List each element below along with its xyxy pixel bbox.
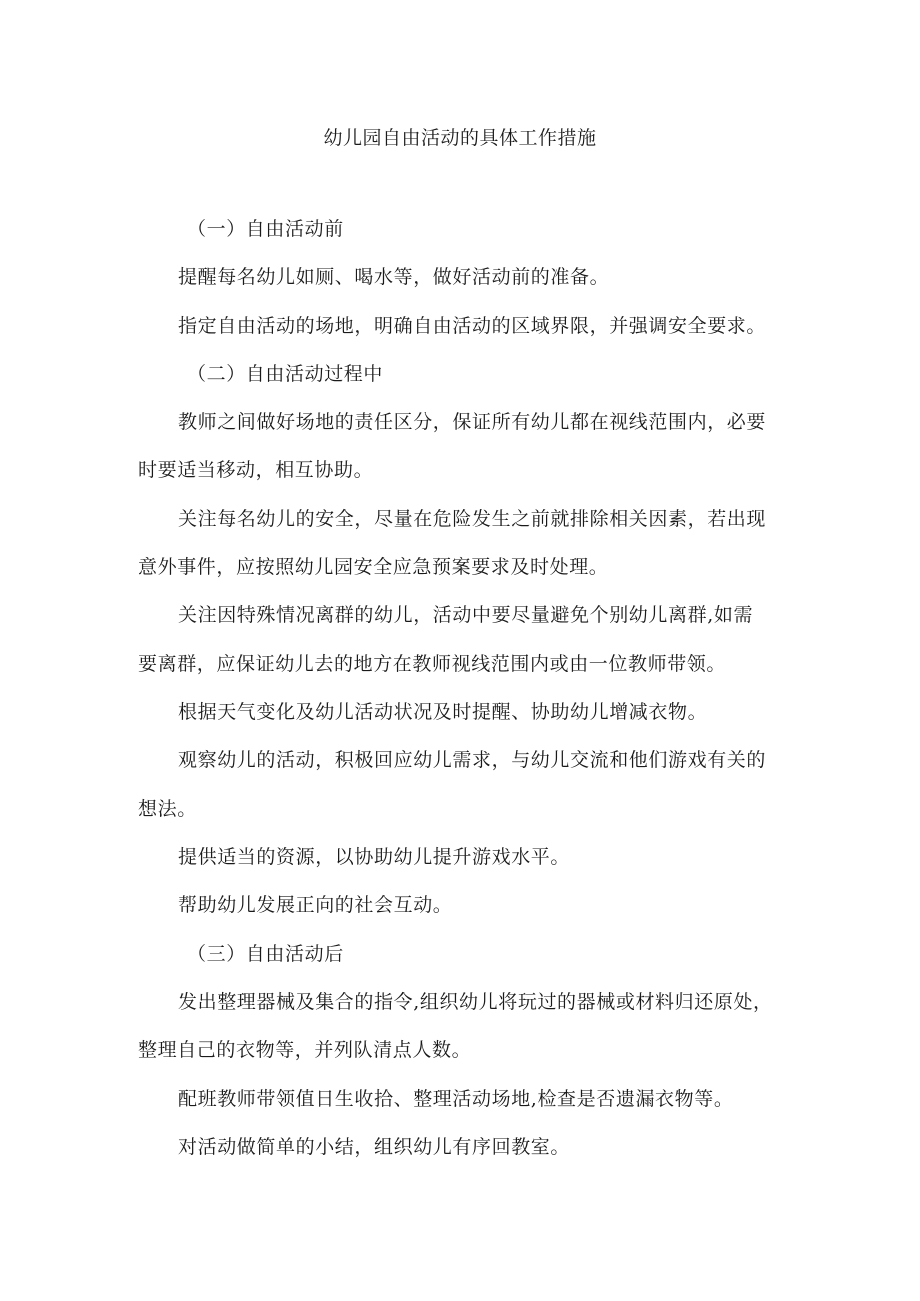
- paragraph-preparation: 提醒每名幼儿如厕、喝水等，做好活动前的准备。: [178, 266, 610, 288]
- paragraph-designate-area: 指定自由活动的场地，明确自由活动的区域界限，并强调安全要求。: [178, 315, 767, 337]
- document-title: 幼儿园自由活动的具体工作措施: [323, 127, 597, 149]
- paragraph-separated-line1: 关注因特殊情况离群的幼儿，活动中要尽量避免个别幼儿离群,如需: [178, 604, 754, 626]
- paragraph-responsibility-line2: 时要适当移动，相互协助。: [138, 459, 374, 481]
- paragraph-responsibility-line1: 教师之间做好场地的责任区分，保证所有幼儿都在视线范围内，必要: [178, 411, 767, 433]
- paragraph-clean-area: 配班教师带领值日生收拾、整理活动场地,检查是否遗漏衣物等。: [178, 1088, 734, 1110]
- paragraph-resources: 提供适当的资源，以协助幼儿提升游戏水平。: [178, 846, 571, 868]
- section-heading-during: （二）自由活动过程中: [187, 363, 384, 385]
- paragraph-observe-line1: 观察幼儿的活动，积极回应幼儿需求，与幼儿交流和他们游戏有关的: [178, 749, 767, 771]
- paragraph-safety-line1: 关注每名幼儿的安全，尽量在危险发生之前就排除相关因素，若出现: [178, 508, 767, 530]
- section-heading-after: （三）自由活动后: [187, 943, 344, 965]
- paragraph-summary: 对活动做简单的小结，组织幼儿有序回教室。: [178, 1136, 571, 1158]
- paragraph-observe-line2: 想法。: [138, 798, 197, 820]
- paragraph-separated-line2: 要离群，应保证幼儿去的地方在教师视线范围内或由一位教师带领。: [138, 653, 727, 675]
- paragraph-weather: 根据天气变化及幼儿活动状况及时提醒、协助幼儿增减衣物。: [178, 701, 708, 723]
- paragraph-tidy-line2: 整理自己的衣物等，并列队清点人数。: [138, 1039, 472, 1061]
- paragraph-tidy-line1: 发出整理器械及集合的指令,组织幼儿将玩过的器械或材料归还原处，: [178, 991, 773, 1013]
- paragraph-social: 帮助幼儿发展正向的社会互动。: [178, 894, 453, 916]
- section-heading-before: （一）自由活动前: [187, 218, 344, 240]
- paragraph-safety-line2: 意外事件，应按照幼儿园安全应急预案要求及时处理。: [138, 556, 609, 578]
